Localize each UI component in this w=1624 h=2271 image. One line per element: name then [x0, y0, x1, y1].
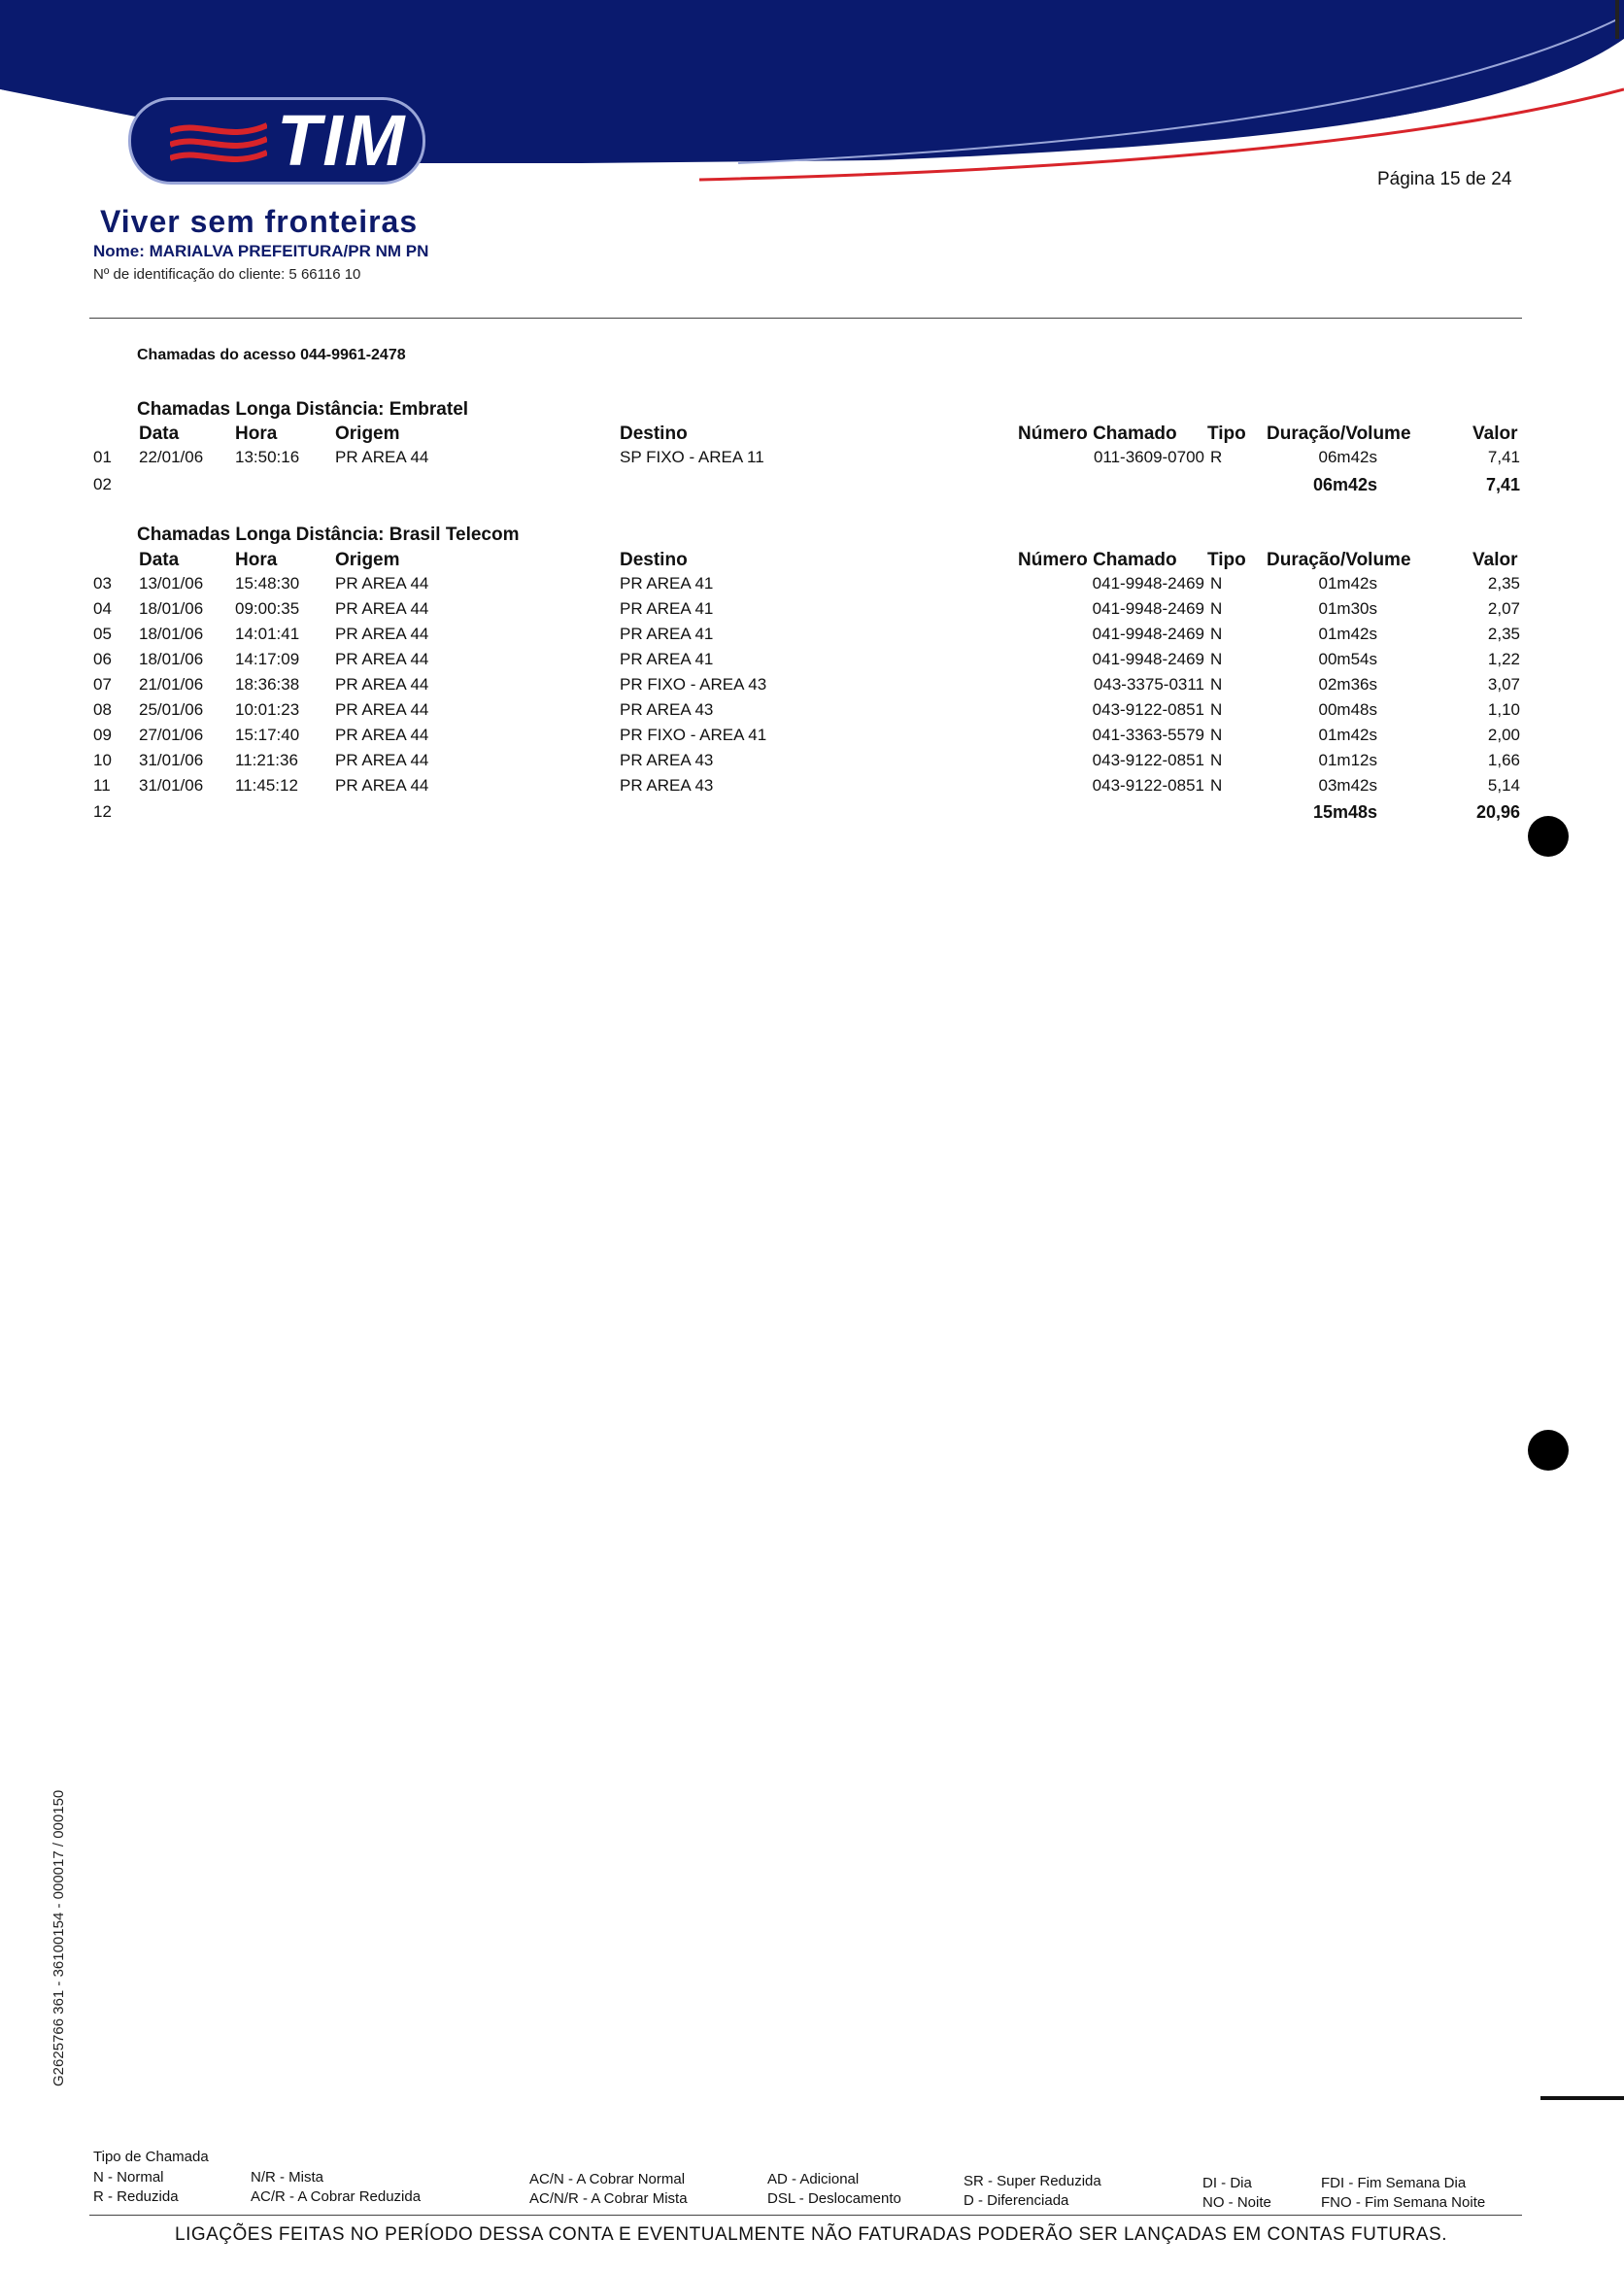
call-time: 14:01:41 [235, 625, 300, 643]
slogan: Viver sem fronteiras [100, 204, 419, 239]
col-hora: Hora [235, 424, 278, 444]
call-value: 7,41 [1487, 448, 1520, 466]
call-date: 25/01/06 [139, 700, 204, 719]
call-value: 3,07 [1487, 675, 1520, 694]
call-time: 11:21:36 [235, 751, 298, 769]
call-origin: PR AREA 44 [335, 625, 429, 643]
call-duration: 01m30s [1318, 599, 1377, 618]
call-value: 2,35 [1487, 625, 1520, 643]
call-value: 1,10 [1487, 700, 1520, 719]
call-date: 21/01/06 [139, 675, 204, 694]
call-date: 31/01/06 [139, 751, 204, 769]
call-value: 1,66 [1487, 751, 1520, 769]
footer-notice: LIGAÇÕES FEITAS NO PERÍODO DESSA CONTA E EVENTUALMENTE NÃO FATURADAS PODERÃO SER LANÇADAS EM CONTAS FUTURAS. [175, 2224, 1447, 2245]
call-value: 2,07 [1487, 599, 1520, 618]
tim-logo [128, 97, 425, 185]
legend-item: NO - Noite [1202, 2194, 1271, 2211]
legend-item: N - Normal [93, 2169, 164, 2186]
row-number: 02 [93, 475, 112, 493]
called-number: 043-3375-0311 [1093, 675, 1204, 694]
call-destination: SP FIXO - AREA 11 [620, 448, 764, 466]
col-destino: Destino [620, 550, 688, 570]
legend-item: DSL - Deslocamento [767, 2190, 901, 2207]
call-time: 13:50:16 [235, 448, 300, 466]
call-type: N [1210, 751, 1223, 769]
call-duration: 03m42s [1318, 776, 1377, 795]
row-number: 11 [93, 776, 111, 795]
call-time: 09:00:35 [235, 599, 300, 618]
row-number: 04 [93, 599, 112, 618]
legend-item: FNO - Fim Semana Noite [1321, 2194, 1486, 2211]
call-origin: PR AREA 44 [335, 574, 429, 593]
call-destination: PR AREA 43 [620, 700, 714, 719]
row-number: 07 [93, 675, 112, 694]
col-destino: Destino [620, 424, 688, 444]
col-tipo: Tipo [1207, 550, 1246, 570]
called-number: 043-9122-0851 [1092, 751, 1204, 769]
call-origin: PR AREA 44 [335, 751, 429, 769]
tim-wave-icon [170, 118, 267, 168]
col-duracao: Duração/Volume [1267, 550, 1411, 570]
call-destination: PR FIXO - AREA 43 [620, 675, 767, 694]
call-type: N [1210, 574, 1223, 593]
client-id: Nº de identificação do cliente: 5 66116 10 [93, 266, 361, 283]
legend-item: SR - Super Reduzida [964, 2173, 1101, 2189]
col-origem: Origem [335, 424, 400, 444]
call-value: 2,35 [1487, 574, 1520, 593]
punch-hole [1528, 816, 1569, 857]
col-hora: Hora [235, 550, 278, 570]
section-title: Chamadas Longa Distância: Embratel [137, 399, 469, 420]
call-origin: PR AREA 44 [335, 448, 429, 466]
call-duration: 02m36s [1318, 675, 1377, 694]
call-date: 13/01/06 [139, 574, 204, 593]
legend-item: AC/N - A Cobrar Normal [529, 2171, 686, 2187]
call-destination: PR AREA 41 [620, 599, 714, 618]
call-origin: PR AREA 44 [335, 776, 429, 795]
col-numero: Número Chamado [1018, 550, 1177, 570]
call-type: N [1210, 599, 1223, 618]
logo-text: TIM [277, 100, 407, 181]
page-number: Página 15 de 24 [1377, 169, 1512, 189]
call-date: 31/01/06 [139, 776, 204, 795]
call-duration: 00m48s [1318, 700, 1377, 719]
call-destination: PR AREA 43 [620, 776, 714, 795]
call-type: N [1210, 726, 1223, 744]
row-number: 08 [93, 700, 112, 719]
call-time: 14:17:09 [235, 650, 300, 668]
call-type: N [1210, 675, 1223, 694]
legend-item: AC/R - A Cobrar Reduzida [251, 2188, 422, 2205]
row-number: 10 [93, 751, 112, 769]
called-number: 041-9948-2469 [1092, 625, 1204, 643]
called-number: 041-9948-2469 [1092, 650, 1204, 668]
legend-item: R - Reduzida [93, 2188, 179, 2205]
call-type: N [1210, 625, 1223, 643]
call-time: 15:48:30 [235, 574, 300, 593]
call-duration: 00m54s [1318, 650, 1377, 668]
call-origin: PR AREA 44 [335, 726, 429, 744]
call-origin: PR AREA 44 [335, 675, 429, 694]
call-value: 5,14 [1487, 776, 1520, 795]
call-destination: PR AREA 43 [620, 751, 714, 769]
called-number: 011-3609-0700 [1093, 448, 1204, 466]
col-tipo: Tipo [1207, 424, 1246, 444]
call-destination: PR AREA 41 [620, 625, 714, 643]
edge-mark [1615, 0, 1619, 39]
call-date: 18/01/06 [139, 625, 204, 643]
call-type: N [1210, 776, 1223, 795]
side-document-code: G2625766 361 - 36100154 - 000017 / 000150 [51, 1789, 67, 2086]
section-title: Chamadas Longa Distância: Brasil Telecom [137, 525, 520, 545]
access-title: Chamadas do acesso 044-9961-2478 [137, 347, 406, 363]
total-value: 20,96 [1475, 802, 1520, 822]
call-date: 27/01/06 [139, 726, 204, 744]
edge-mark [1540, 2096, 1624, 2100]
call-date: 18/01/06 [139, 599, 204, 618]
called-number: 041-3363-5579 [1092, 726, 1204, 744]
total-value: 7,41 [1485, 475, 1520, 494]
row-number: 03 [93, 574, 112, 593]
col-numero: Número Chamado [1018, 424, 1177, 444]
client-name: Nome: MARIALVA PREFEITURA/PR NM PN [93, 242, 429, 260]
row-number: 06 [93, 650, 112, 668]
row-number: 09 [93, 726, 112, 744]
call-destination: PR AREA 41 [620, 650, 714, 668]
total-duration: 06m42s [1312, 475, 1377, 494]
call-time: 10:01:23 [235, 700, 300, 719]
total-duration: 15m48s [1312, 802, 1377, 822]
call-origin: PR AREA 44 [335, 700, 429, 719]
call-destination: PR AREA 41 [620, 574, 714, 593]
row-number: 12 [93, 802, 112, 821]
call-date: 22/01/06 [139, 448, 204, 466]
col-origem: Origem [335, 550, 400, 570]
col-data: Data [139, 424, 180, 444]
called-number: 043-9122-0851 [1092, 776, 1204, 795]
col-data: Data [139, 550, 180, 570]
call-type: R [1210, 448, 1223, 466]
call-type: N [1210, 650, 1223, 668]
header-divider [89, 318, 1522, 319]
col-duracao: Duração/Volume [1267, 424, 1411, 444]
call-duration: 06m42s [1318, 448, 1377, 466]
legend-item: DI - Dia [1202, 2175, 1252, 2191]
called-number: 043-9122-0851 [1092, 700, 1204, 719]
call-duration: 01m42s [1318, 726, 1377, 744]
footer-divider [89, 2215, 1522, 2216]
call-origin: PR AREA 44 [335, 650, 429, 668]
call-date: 18/01/06 [139, 650, 204, 668]
row-number: 05 [93, 625, 112, 643]
col-valor: Valor [1472, 550, 1518, 570]
call-origin: PR AREA 44 [335, 599, 429, 618]
legend-item: AD - Adicional [767, 2171, 860, 2187]
call-duration: 01m42s [1318, 625, 1377, 643]
call-value: 2,00 [1487, 726, 1520, 744]
row-number: 01 [93, 448, 112, 466]
legend-item: AC/N/R - A Cobrar Mista [529, 2190, 688, 2207]
called-number: 041-9948-2469 [1092, 574, 1204, 593]
punch-hole [1528, 1430, 1569, 1471]
call-destination: PR FIXO - AREA 41 [620, 726, 767, 744]
legend-title: Tipo de Chamada [93, 2149, 209, 2165]
call-value: 1,22 [1487, 650, 1520, 668]
call-time: 15:17:40 [235, 726, 300, 744]
legend-item: FDI - Fim Semana Dia [1321, 2175, 1467, 2191]
legend-item: N/R - Mista [251, 2169, 323, 2186]
legend-item: D - Diferenciada [964, 2192, 1069, 2209]
call-type: N [1210, 700, 1223, 719]
call-time: 18:36:38 [235, 675, 300, 694]
call-time: 11:45:12 [235, 776, 298, 795]
col-valor: Valor [1472, 424, 1518, 444]
call-duration: 01m42s [1318, 574, 1377, 593]
call-duration: 01m12s [1318, 751, 1377, 769]
called-number: 041-9948-2469 [1092, 599, 1204, 618]
